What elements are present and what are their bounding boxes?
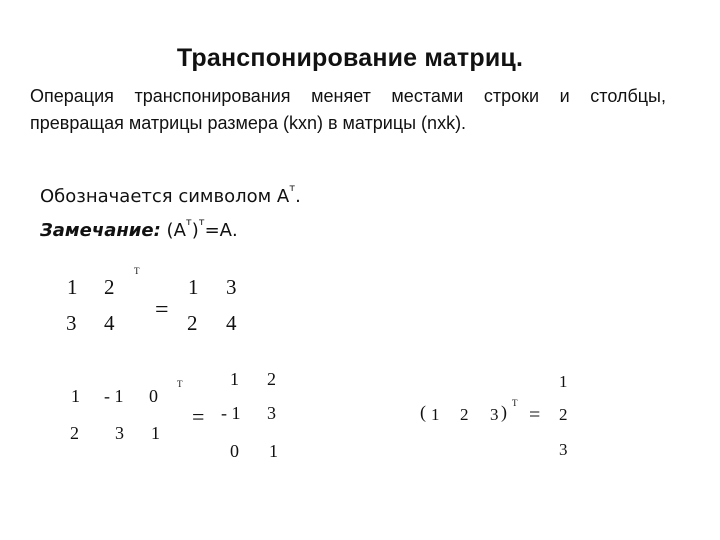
matrix-cell: 2: [267, 369, 276, 389]
notation-text: Обозначается символом А: [40, 186, 290, 207]
matrix-cell: 2: [104, 275, 115, 299]
matrix-cell: 2: [187, 311, 198, 335]
remark-line: [40, 217, 600, 241]
matrix-cell: 4: [104, 311, 115, 335]
transpose-mark: T: [512, 398, 518, 408]
matrix-cell: 0: [230, 441, 239, 461]
vector-cell: 3: [490, 405, 499, 424]
matrix-cell: 3: [267, 403, 276, 423]
matrix-cell: 1: [269, 441, 278, 461]
matrix-cell: 3: [115, 423, 124, 443]
remark-open: (А: [160, 220, 186, 241]
matrix-cell: 0: [149, 386, 158, 406]
vector-cell: 3: [559, 440, 568, 459]
transpose-mark: T: [177, 379, 183, 389]
matrix-cell: 1: [71, 386, 80, 406]
equals-sign: =: [155, 297, 169, 323]
open-paren: (: [420, 402, 426, 422]
vector-cell: 2: [460, 405, 469, 424]
remark-label: Замечание:: [40, 220, 161, 241]
matrix-cell: 2: [70, 423, 79, 443]
matrix-cell: - 1: [104, 386, 124, 406]
matrix-cell: 1: [67, 275, 78, 299]
matrix-cell: - 1: [221, 403, 241, 423]
matrix-cell: 1: [188, 275, 199, 299]
matrix-cell: 4: [226, 311, 237, 335]
matrix-cell: 1: [151, 423, 160, 443]
remark-superscript-outer: т: [198, 217, 205, 228]
matrix-cell: 1: [230, 369, 239, 389]
remark-end: =А.: [204, 220, 238, 241]
transpose-mark: T: [134, 266, 140, 276]
notation-line: [40, 183, 600, 207]
close-paren: ): [501, 402, 507, 422]
vector-cell: 1: [559, 372, 568, 391]
notation-period: .: [295, 186, 301, 207]
matrix-cell: 3: [226, 275, 237, 299]
equals-sign: =: [192, 404, 205, 429]
matrix-cell: 3: [66, 311, 77, 335]
intro-paragraph: Операция транспонирования меняет местами строки и столбцы, превращая матрицы размера (kxn) в матрицы (nxk).: [30, 86, 666, 133]
notation-superscript: т: [289, 183, 296, 194]
vector-cell: 2: [559, 405, 568, 424]
remark-superscript-inner: т: [185, 217, 192, 228]
equals-sign: =: [529, 404, 541, 426]
slide-title: Транспонирование матриц.: [176, 44, 524, 72]
vector-cell: 1: [431, 405, 440, 424]
remark-close: ): [191, 220, 199, 241]
